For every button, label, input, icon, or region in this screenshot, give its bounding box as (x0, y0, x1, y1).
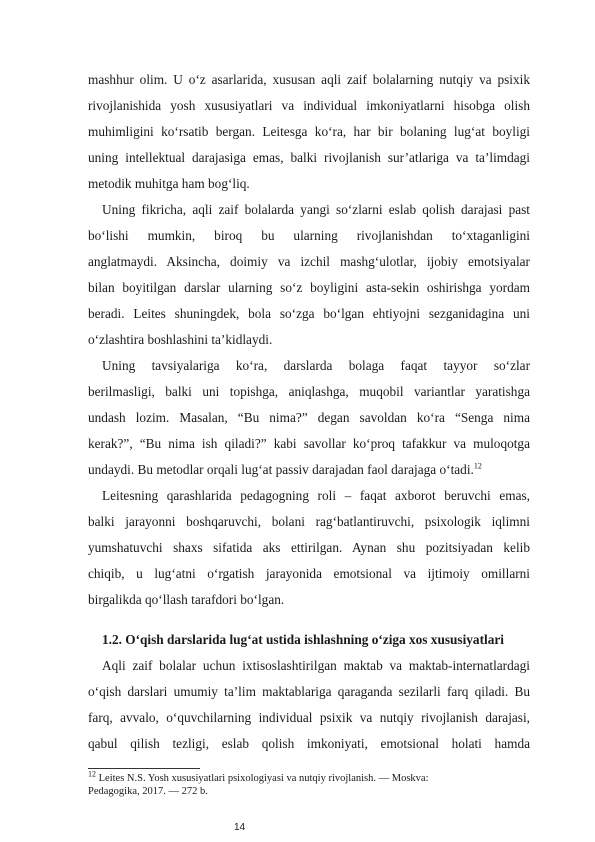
footnote-continuation: Pedagogika, 2017. — 272 b. (88, 786, 208, 797)
footnote-number: 12 (88, 769, 96, 779)
text-line: Uning fikricha, aqli zaif bolalarda yangi so‘zlarni eslab qolish darajasi past (102, 202, 530, 217)
text-line: bo‘lishi mumkin, biroq bu ularning rivojlanishdan to‘xtaganligini (88, 228, 530, 243)
text-line: rivojlanishida yosh xususiyatlari va individual imkoniyatlarni hisobga olish (88, 98, 530, 113)
text-line: mashhur olim. U o‘z asarlarida, xususan aqli zaif bolalarning nutqiy va psixik (88, 72, 530, 87)
text-line: metodik muhitga ham bog‘liq. (88, 176, 250, 191)
text-line: Leitesning qarashlarida pedagogning roli – faqat axborot beruvchi emas, (102, 488, 530, 503)
text-line: kerak?”, “Bu nima ish qiladi?” kabi savollar ko‘proq tafakkur va muloqotga (88, 436, 530, 451)
text-line: berilmasligi, balki uni topishga, aniqlashga, muqobil variantlar yaratishga (88, 384, 530, 399)
text-line: Aqli zaif bolalar uchun ixtisoslashtirilgan maktab va maktab-internatlardagi (102, 658, 530, 673)
text-line: o‘zlashtira boshlashini ta’kidlaydi. (88, 332, 273, 347)
text-line: anglatmaydi. Aksincha, doimiy va izchil mashg‘ulotlar, ijobiy emotsiyalar (88, 254, 530, 269)
footnote (88, 769, 429, 785)
section-heading: 1.2. O‘qish darslarida lug‘at ustida ishlashning o‘ziga xos xususiyatlari (102, 632, 504, 647)
text-line: yumshatuvchi shaxs sifatida aks ettirilgan. Aynan shu pozitsiyadan kelib (88, 540, 530, 555)
text-line: qabul qilish tezligi, eslab qolish imkoniyati, emotsional holati hamda (88, 736, 530, 751)
text-line: Uning tavsiyalariga ko‘ra, darslarda bolaga faqat tayyor so‘zlar (102, 358, 530, 373)
footnote-text: Leites N.S. Yosh xususiyatlari psixologiyasi va nutqiy rivojlanish. — Moskva: (98, 773, 429, 784)
text-line: balki jarayonni boshqaruvchi, bolani rag‘batlantiruvchi, psixologik iqlimni (88, 514, 530, 529)
text-line: bilan boyitilgan darslar ularning so‘z boyligini asta-sekin oshirishga yordam (88, 280, 530, 295)
text-line: uning intellektual darajasiga emas, balki rivojlanish sur’atlariga va ta’limdagi (88, 150, 530, 165)
text-line: undash lozim. Masalan, “Bu nima?” degan savoldan ko‘ra “Senga nima (88, 410, 530, 425)
text-line: farq, avvalo, o‘quvchilarning individual psixik va nutqiy rivojlanish darajasi, (88, 710, 530, 725)
text-line (88, 462, 530, 478)
text-line-content: undaydi. Bu metodlar orqali lug‘at passiv darajadan faol darajaga o‘tadi. (88, 462, 474, 477)
text-line: chiqib, u lug‘atni o‘rgatish jarayonida emotsional va ijtimoiy omillarni (88, 566, 530, 581)
footnote-reference: 12 (473, 461, 482, 471)
page-number: 14 (234, 822, 246, 833)
text-line: beradi. Leites shuningdek, bola so‘zga bo‘lgan ehtiyojni sezganidagina uni (88, 306, 530, 321)
text-line: o‘qish darslari umumiy ta’lim maktablariga qaraganda sezilarli farq qiladi. Bu (88, 684, 530, 699)
text-line: birgalikda qo‘llash tarafdori bo‘lgan. (88, 592, 285, 607)
footnote-divider (88, 768, 200, 769)
text-line: muhimligini ko‘rsatib bergan. Leitesga ko‘ra, har bir bolaning lug‘at boyligi (88, 124, 530, 139)
